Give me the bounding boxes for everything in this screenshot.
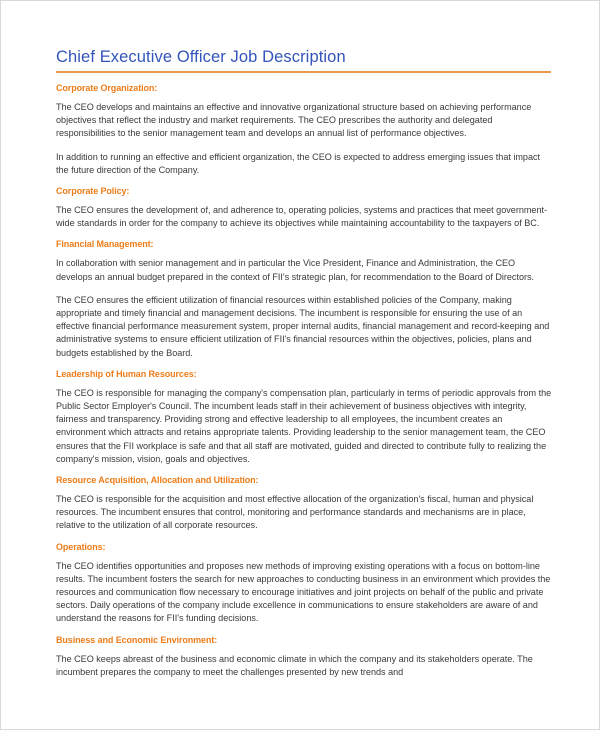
section-operations — [56, 542, 552, 626]
page-title: Chief Executive Officer Job Description — [56, 48, 346, 66]
section-heading: Financial Management: — [56, 239, 154, 250]
paragraph: The CEO identifies opportunities and proposes new methods of improving existing operations with a focus on bottom-line results. The incumbent fosters the search for new approaches to conducting business in an environment which provides the resources and communication flow necessary to encourage initiatives and joint projects on behalf of the public and private sectors. Daily operations of the company include excellence in communications to ensure stakeholders are aware of and understand the reasons for FII's funding decisions. — [56, 560, 551, 624]
paragraph: In addition to running an effective and efficient organization, the CEO is expected to address emerging issues that impact the future direction of the Company. — [56, 151, 541, 175]
paragraph: The CEO keeps abreast of the business and economic climate in which the company and its stakeholders operate. The incumbent prepares the company to meet the challenges presented by new trends and — [56, 653, 533, 677]
document-body — [56, 47, 552, 688]
section-heading: Resource Acquisition, Allocation and Utilization: — [56, 475, 259, 486]
paragraph: The CEO is responsible for managing the company's compensation plan, particularly in terms of periodic approvals from the Public Sector Employer's Council. The incumbent leads staff in their achievement of business objectives with integrity, fairness and transparency. Providing strong and effective leadership to all employees, the incumbent creates an environment which attracts and retains appropriate talents. Providing leadership to the senior management team, the CEO ensures that the FII workplace is safe and that all staff are motivated, guided and directed to contribute fully to realizing the company's mission, vision, goals and objectives. — [56, 387, 552, 464]
section-heading: Operations: — [56, 541, 106, 552]
title-divider — [56, 71, 551, 73]
section-leadership-of-human-resources — [56, 369, 552, 466]
paragraph: In collaboration with senior management and in particular the Vice President, Finance and Administration, the CEO develops an annual budget prepared in the context of FII's strategic plan, for recommendation to the Board of Directors. — [56, 258, 535, 282]
section-business-and-economic-environment — [56, 635, 552, 679]
paragraph: The CEO develops and maintains an effective and innovative organizational structure based on achieving performance objectives that reflect the industry and market requirements. The CEO prescribes the authority and delegated responsibilities to the senior management team and develops an annual list of performance objectives. — [56, 102, 532, 139]
paragraph: The CEO is responsible for the acquisition and most effective allocation of the organization's fiscal, human and physical resources. The incumbent ensures that control, monitoring and performance standards and mechanisms are in place, relative to the utilization of all corporate resources. — [56, 494, 534, 531]
section-corporate-organization — [56, 83, 552, 177]
section-financial-management — [56, 239, 552, 359]
section-heading: Business and Economic Environment: — [56, 634, 218, 645]
paragraph: The CEO ensures the efficient utilization of financial resources within established policies of the Company, making appropriate and timely financial and management decisions. The incumbent is responsible for ensuring the use of an effective financial performance measurement system, proper internal audits, financial management and record-keeping and administrative systems to ensure efficient utilization of FII's financial resources within the objectives, policies, plans and budgets established by the Board. — [56, 294, 550, 358]
section-heading: Corporate Policy: — [56, 186, 130, 197]
section-corporate-policy — [56, 186, 552, 230]
section-heading: Corporate Organization: — [56, 83, 158, 93]
section-heading: Leadership of Human Resources: — [56, 368, 197, 379]
section-resource-acquisition — [56, 475, 552, 533]
paragraph: The CEO ensures the development of, and adherence to, operating policies, systems and practices that meet government-wide standards in order for the company to achieve its objectives while maintaining accountability to the taxpayers of BC. — [56, 205, 548, 229]
